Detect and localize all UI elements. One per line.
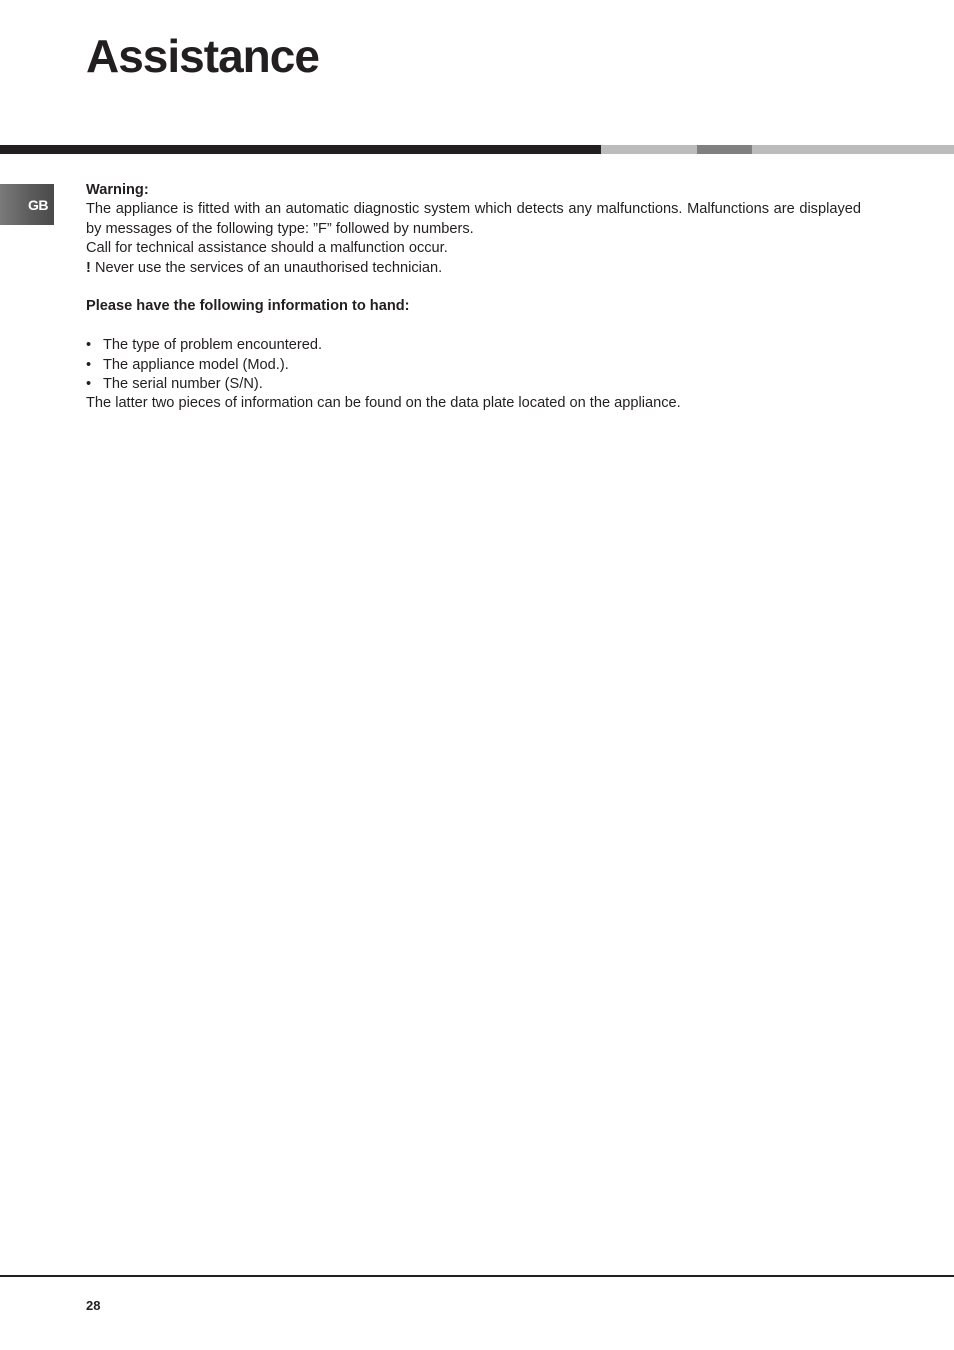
header-bar-light-segment [601,145,697,154]
caution-text: Never use the services of an unauthorised technician. [94,259,443,276]
header-color-bar [0,145,954,154]
warning-paragraph: The appliance is fitted with an automatic diagnostic system which detects any malfunctions. Malfunctions are displayed by messages of the following type: ”F” followed by numbers. [86,201,861,237]
language-tab-label: GB [28,196,48,213]
header-bar-mid-segment [697,145,752,154]
info-heading: Please have the following information to hand: [86,298,410,315]
assistance-content [86,181,861,414]
warning-heading: Warning: [86,182,149,198]
list-item-text: The serial number (S/N). [103,376,263,393]
spacer [86,317,861,336]
header-bar-light-segment-end [752,145,954,154]
bullet-icon: • [86,356,92,373]
list-item [86,356,861,375]
exclamation-icon: ! [86,259,91,276]
bullet-icon: • [86,376,92,393]
list-item [86,336,861,355]
header-bar-dark-segment [0,145,601,154]
call-assistance-text: Call for technical assistance should a malfunction occur. [86,240,448,257]
list-item-text: The appliance model (Mod.). [103,356,289,373]
info-list [86,336,861,394]
language-tab [0,184,54,225]
page-title: Assistance [86,30,319,82]
page-number: 28 [86,1298,101,1313]
list-item-text: The type of problem encountered. [103,337,323,354]
bullet-icon: • [86,337,92,354]
list-item [86,375,861,394]
data-plate-text: The latter two pieces of information can be found on the data plate located on the appliance. [86,395,681,412]
caution-line [86,259,861,278]
spacer [86,278,861,297]
footer-rule [0,1275,954,1277]
